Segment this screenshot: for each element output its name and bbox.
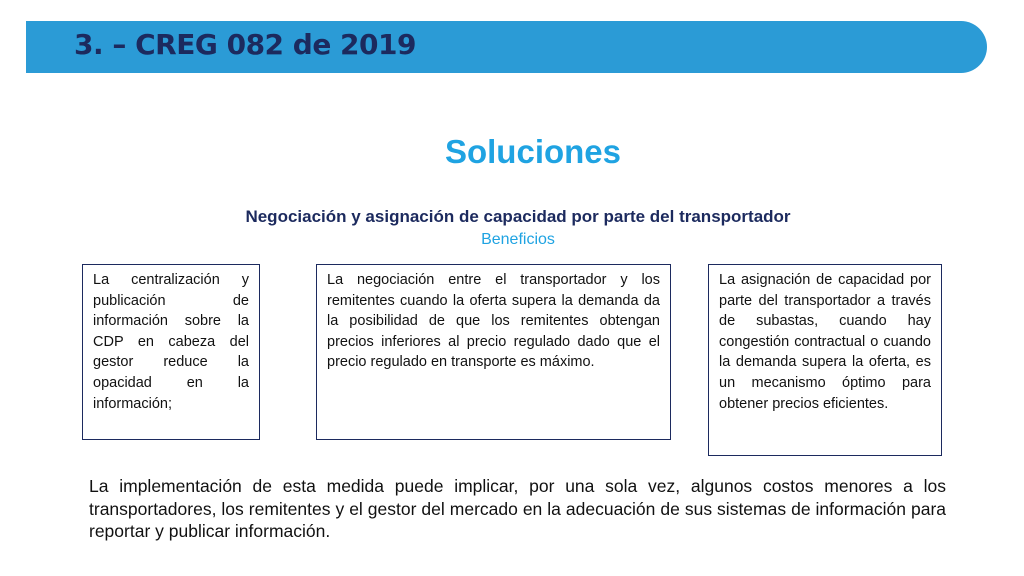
subtitle: Negociación y asignación de capacidad por parte del transportador — [245, 207, 791, 226]
implementation-note: La implementación de esta medida puede implicar, por una sola vez, algunos costos menores a los transportadores, los remitentes y el gestor del mercado en la adecuación de sus sistemas de información para reportar y publicar información. — [89, 476, 946, 541]
benefit-box-centralization: La centralización y publicación de información sobre la CDP en cabeza del gestor reduce la opacidad en la información; — [82, 264, 260, 440]
benefits-label: Beneficios — [481, 231, 555, 248]
slide-title: 3. – CREG 082 de 2019 — [74, 28, 416, 61]
section-title: Soluciones — [444, 133, 622, 170]
benefit-box-allocation: La asignación de capacidad por parte del transportador a través de subastas, cuando hay congestión contractual o cuando la demanda supera la oferta, es un mecanismo óptimo para obtener precios eficientes. — [708, 264, 942, 456]
benefit-box-negotiation: La negociación entre el transportador y los remitentes cuando la oferta supera la demanda da la posibilidad de que los remitentes obtengan precios inferiores al precio regulado dado que el precio regulado en transporte es máximo. — [316, 264, 671, 440]
